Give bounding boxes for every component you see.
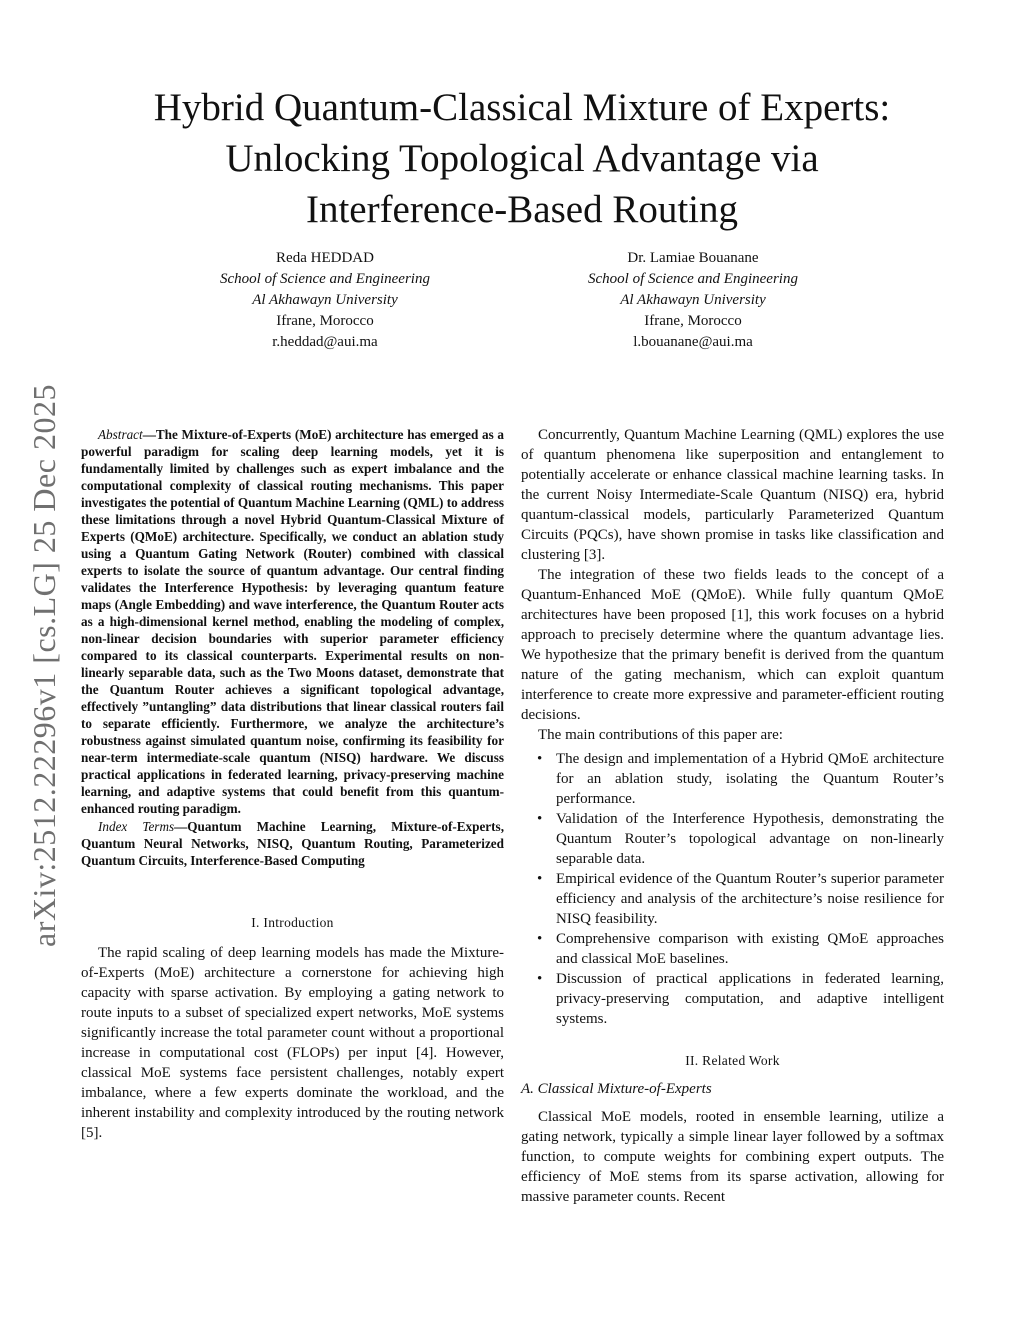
left-column [81, 426, 504, 1143]
author-dept: School of Science and Engineering [588, 271, 798, 287]
title-line: Unlocking Topological Advantage via [225, 137, 819, 180]
list-item: • Comprehensive comparison with existing QMoE approaches and classical MoE baselines. [537, 931, 944, 967]
paragraph: Classical MoE models, rooted in ensemble learning, utilize a gating network, typically a simple linear layer followed by a softmax function, to compute weights for combining expert outputs. The efficiency of MoE stems from its sparse activation, allowing for massive parameter counts. Recent [521, 1109, 944, 1205]
author-name: Dr. Lamiae Bouanane [627, 250, 759, 266]
intro-paragraph: The rapid scaling of deep learning models has made the Mixture-of-Experts (MoE) architecture a cornerstone for achieving high capacity with sparse activation. By employing a gating network to route inputs to a subset of specialized expert networks, MoE systems significantly increase the total parameter count without a proportional increase in computational cost (FLOPs) per input [4]. However, classical MoE systems face persistent challenges, notably expert imbalance, where a few experts dominate the workload, and the inherent instability and complexity introduced by the routing network [5]. [81, 945, 504, 1141]
contributions-list [521, 749, 944, 1029]
list-item: • Discussion of practical applications in federated learning, privacy-preserving computation, and adaptive intelligent systems. [537, 971, 944, 1027]
paragraph: The main contributions of this paper are: [538, 727, 783, 743]
abstract-text: —The Mixture-of-Experts (MoE) architecture has emerged as a powerful paradigm for scaling deep learning models, yet it is fundamentally limited by challenges such as expert imbalance and the computational complexity of classical routing mechanisms. This paper investigates the potential of Quantum Machine Learning (QML) to address these limitations through a novel Hybrid Quantum-Classical Mixture of Experts (QMoE) architecture. Specifically, we conduct an ablation study using a Quantum Gating Network (Router) combined with classical experts to isolate the source of quantum advantage. Our central finding validates the Interference Hypothesis: by leveraging quantum feature maps (Angle Embedding) and wave interference, the Quantum Router acts as a high-dimensional kernel method, enabling the modeling of complex, non-linear decision boundaries with superior parameter efficiency compared to its classical counterparts. Experimental results on non-linearly separable data, such as the Two Moons dataset, demonstrate that the Quantum Router achieves a significant topological advantage, effectively ”untangling” data distributions that linear classical routers fail to separate efficiently. Furthermore, we analyze the architecture’s robustness against simulated quantum noise, confirming its feasibility for near-term intermediate-scale quantum (NISQ) hardware. We discuss practical applications in federated learning, privacy-preserving machine learning, and adaptive systems that could benefit from this quantum-enhanced routing paradigm. [81, 427, 504, 816]
paragraph: The integration of these two fields leads to the concept of a Quantum-Enhanced MoE (QMoE). While fully quantum QMoE architectures have been proposed [1], this work focuses on a hybrid approach to precisely determine where the quantum advantage lies. We hypothesize that the primary benefit is derived from the quantum nature of the gating mechanism, which can exploit quantum interference to create more expressive and parameter-efficient routing decisions. [521, 567, 944, 723]
section-heading-introduction: I. Introduction [251, 915, 334, 930]
arxiv-stamp-text: arXiv:2512.22296v1 [cs.LG] 25 Dec 2025 [25, 383, 62, 947]
paper-title [80, 82, 964, 235]
author-block-2 [528, 248, 858, 353]
subsection-heading: A. Classical Mixture-of-Experts [521, 1081, 712, 1097]
author-email: l.bouanane@aui.ma [633, 334, 753, 350]
right-column [521, 425, 944, 1207]
author-university: Al Akhawayn University [620, 292, 766, 308]
index-terms-text: —Quantum Machine Learning, Mixture-of-Experts, Quantum Neural Networks, NISQ, Quantum Routing, Parameterized Quantum Circuits, Interference-Based Computing [81, 819, 504, 868]
index-terms-label: Index Terms [98, 819, 175, 834]
author-block-1 [160, 248, 490, 353]
section-heading-related-work: II. Related Work [685, 1053, 780, 1068]
list-item: • The design and implementation of a Hybrid QMoE architecture for an ablation study, isolating the Quantum Router’s performance. [537, 751, 944, 807]
abstract-label: Abstract [98, 427, 143, 442]
list-item: • Validation of the Interference Hypothesis, demonstrating the Quantum Router’s topological advantage on non-linearly separable data. [537, 811, 944, 867]
title-line: Hybrid Quantum-Classical Mixture of Experts: [153, 86, 891, 129]
abstract [81, 426, 504, 817]
author-name: Reda HEDDAD [276, 250, 374, 266]
author-university: Al Akhawayn University [252, 292, 398, 308]
paragraph: Concurrently, Quantum Machine Learning (QML) explores the use of quantum phenomena like superposition and entanglement to potentially accelerate or enhance classical machine learning tasks. In the current Noisy Intermediate-Scale Quantum (NISQ) era, hybrid quantum-classical models, particularly Parameterized Quantum Circuits (PQCs), have shown promise in tasks like classification and clustering [3]. [521, 427, 944, 563]
author-email: r.heddad@aui.ma [272, 334, 378, 350]
list-item: • Empirical evidence of the Quantum Router’s superior parameter efficiency and analysis of the architecture’s noise resilience for NISQ feasibility. [537, 871, 944, 927]
author-location: Ifrane, Morocco [276, 313, 374, 329]
title-line: Interference-Based Routing [305, 188, 739, 231]
index-terms [81, 818, 504, 869]
arxiv-stamp [22, 370, 66, 960]
author-dept: School of Science and Engineering [220, 271, 430, 287]
author-location: Ifrane, Morocco [644, 313, 742, 329]
